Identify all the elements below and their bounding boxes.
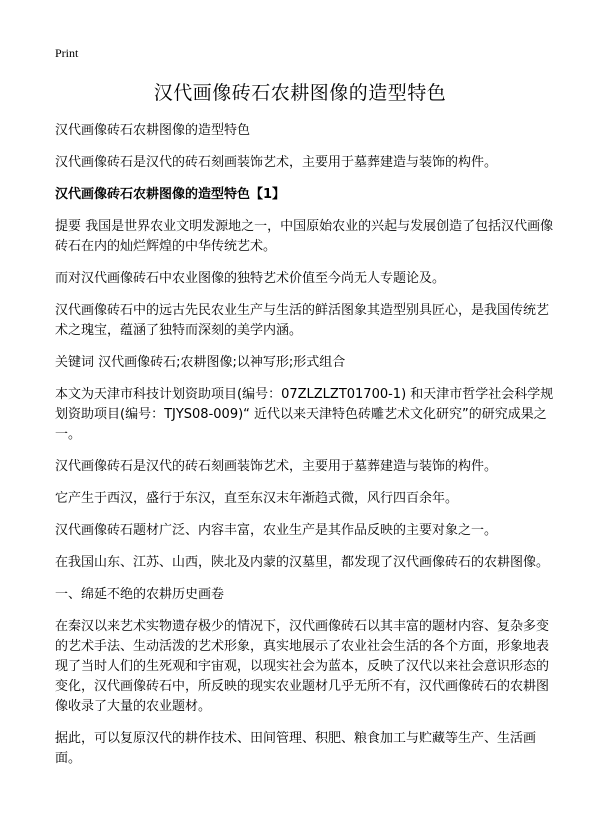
document-body (55, 121, 560, 781)
paragraph-intro: 汉代画像砖石是汉代的砖石刻画装饰艺术，主要用于墓葬建造与装饰的构件。 (55, 155, 498, 170)
paragraph-subtitle: 汉代画像砖石农耕图像的造型特色 (55, 123, 251, 138)
print-link[interactable]: Print (55, 46, 79, 60)
paragraph-body-5: 在秦汉以来艺术实物遗存极少的情况下，汉代画像砖石以其丰富的题材内容、复杂多变的艺术手法、生动活泼的艺术形象，真实地展示了农业社会生活的各个方面，形象地表现了当时人们的生死观和宇宙观，以现实社会为蓝本，反映了汉代以来社会意识形态的变化，汉代画像砖石中，所反映的现实农业题材几乎无所不有，汉代画像砖石的农耕图像收录了大量的农业题材。 (55, 619, 550, 714)
paragraph-abstract-3: 汉代画像砖石中的远古先民农业生产与生活的鲜活图象其造型别具匠心，是我国传统艺术之瑰宝，蕴涵了独特而深刻的美学内涵。 (55, 303, 550, 338)
paragraph-funding: 本文为天津市科技计划资助项目(编号：07ZLZLZT01700-1) 和天津市哲学社会科学规划资助项目(编号：TJYS08-009)“ 近代以来天津特色砖雕艺术文化研究”的研究成果之一。 (55, 387, 554, 442)
paragraph-body-1: 汉代画像砖石是汉代的砖石刻画装饰艺术，主要用于墓葬建造与装饰的构件。 (55, 459, 498, 474)
paragraph-body-6: 据此，可以复原汉代的耕作技术、田间管理、积肥、粮食加工与贮藏等生产、生活画面。 (55, 731, 537, 766)
paragraph-abstract: 提要 我国是世界农业文明发源地之一，中国原始农业的兴起与发展创造了包括汉代画像砖石在内的灿烂辉煌的中华传统艺术。 (55, 219, 554, 254)
paragraph-body-3: 汉代画像砖石题材广泛、内容丰富，农业生产是其作品反映的主要对象之一。 (55, 523, 498, 538)
paragraph-abstract-2: 而对汉代画像砖石中农业图像的独特艺术价值至今尚无人专题论及。 (55, 271, 446, 286)
paragraph-body-2: 它产生于西汉，盛行于东汉，直至东汉末年渐趋式微，风行四百余年。 (55, 491, 459, 506)
paragraph-body-4: 在我国山东、江苏、山西，陕北及内蒙的汉墓里，都发现了汉代画像砖石的农耕图像。 (55, 555, 550, 570)
paragraph-keywords: 关键词 汉代画像砖石;农耕图像;以神写形;形式组合 (55, 355, 346, 370)
section-heading: 汉代画像砖石农耕图像的造型特色【1】 (55, 187, 286, 202)
page-title: 汉代画像砖石农耕图像的造型特色 (153, 82, 447, 104)
section-heading-1: 一、绵延不绝的农耕历史画卷 (55, 587, 225, 602)
